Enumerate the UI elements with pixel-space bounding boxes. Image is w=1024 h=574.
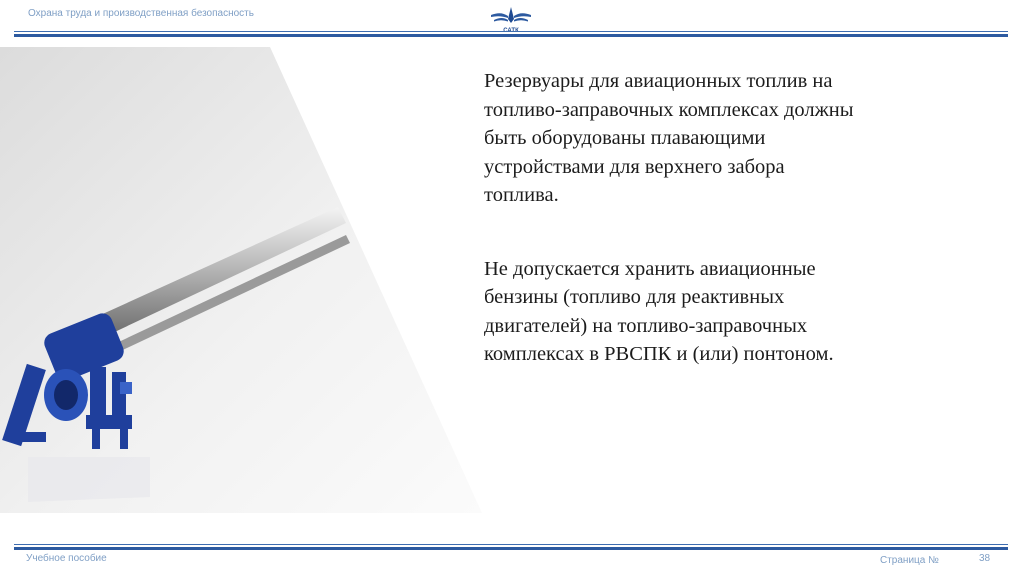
paragraph-storage-prohibition: Не допускается хранить авиационные бензины (топливо для реактивных двигателей) на топливо-заправочных комплексах в РВСПК и (или) понтоном. bbox=[484, 257, 834, 365]
header-title: Охрана труда и производственная безопасность bbox=[28, 8, 254, 19]
footer-divider-thick bbox=[14, 547, 1008, 550]
footer-page-label: Страница № bbox=[880, 555, 939, 566]
header-divider-thin bbox=[14, 31, 1008, 32]
footer-page-number: 38 bbox=[979, 553, 991, 564]
main-content bbox=[484, 67, 984, 369]
footer-divider-thin bbox=[14, 544, 1008, 545]
floating-intake-device-image bbox=[0, 47, 482, 513]
paragraph-tank-requirements: Резервуары для авиационных топлив на топливо-заправочных комплексах должны быть оборудованы плавающими устройствами для верхнего забора топлива. bbox=[484, 70, 854, 206]
footer-manual-label: Учебное пособие bbox=[26, 553, 107, 564]
header-divider-thick bbox=[14, 34, 1008, 37]
